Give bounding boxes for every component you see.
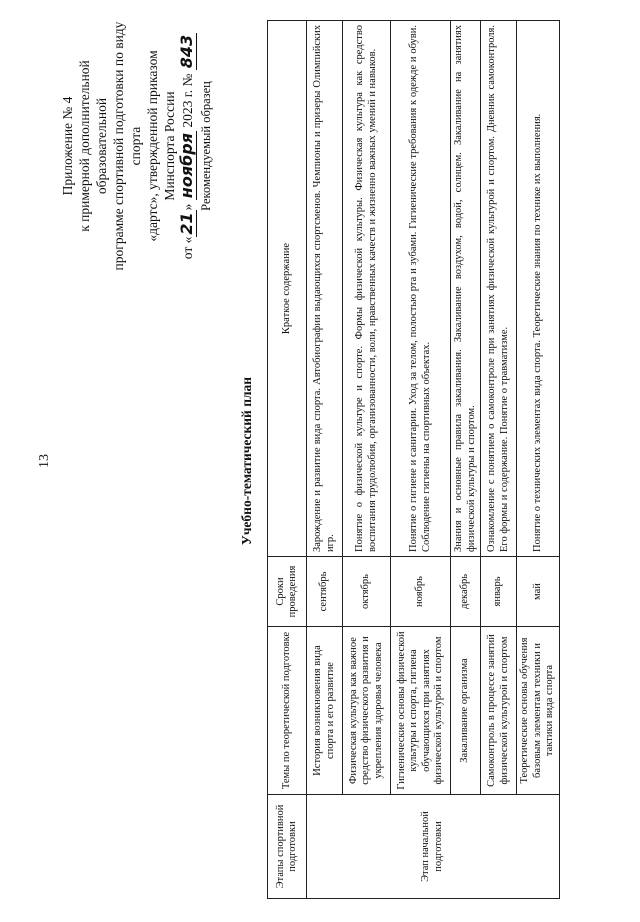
topic-cell: Теоретические основы обучения базовым элементам техники и тактики вида спорта bbox=[517, 627, 560, 795]
recommended-sample: Рекомендуемый образец bbox=[199, 81, 213, 211]
term-cell: октябрь bbox=[343, 557, 391, 627]
annex-line: Приложение № 4 bbox=[60, 96, 75, 196]
header-topic: Темы по теоретической подготовке bbox=[268, 627, 307, 795]
table-row bbox=[481, 21, 517, 899]
content-cell: Зарождение и развитие вида спорта. Автобиографии выдающихся спортсменов. Чемпионы и призеры Олимпийских игр. bbox=[307, 21, 343, 557]
content-cell: Понятие о гигиене и санитарии. Уход за телом, полостью рта и зубами. Гигиенические требования к одежде и обуви. Соблюдение гигиены на спортивных объектах. bbox=[391, 21, 451, 557]
date-month: ноября bbox=[177, 132, 196, 199]
term-cell: январь bbox=[481, 557, 517, 627]
annex-header bbox=[59, 21, 196, 271]
rotated-content bbox=[9, 11, 631, 911]
date-prefix: от « bbox=[180, 236, 195, 260]
date-day: 21 bbox=[177, 212, 196, 235]
table-header-row bbox=[268, 21, 307, 899]
table-row bbox=[391, 21, 451, 899]
table-row bbox=[451, 21, 481, 899]
topic-cell: Физическая культура как важное средство физического развития и укрепления здоровья человека bbox=[343, 627, 391, 795]
plan-title: Учебно-тематический план bbox=[239, 376, 254, 546]
stage-cell: Этап начальной подготовки bbox=[307, 795, 560, 899]
table-row bbox=[517, 21, 560, 899]
date-year: 2023 г. № bbox=[180, 70, 195, 131]
annex-line: Минспорта России bbox=[162, 91, 177, 201]
date-mid: » bbox=[180, 200, 195, 211]
term-cell: декабрь bbox=[451, 557, 481, 627]
topic-cell: Самоконтроль в процессе занятий физической культурой и спортом bbox=[481, 627, 517, 795]
term-cell: май bbox=[517, 557, 560, 627]
content-cell: Понятие о физической культуре и спорте. Формы физической культуры. Физическая культура как средство воспитания трудолюбия, организованности, воли, нравственных качеств и жизненно важных умений и навыков. bbox=[343, 21, 391, 557]
topic-cell: История возникновения вида спорта и его развитие bbox=[307, 627, 343, 795]
content-cell: Ознакомление с понятием о самоконтроле при занятиях физической культурой и спортом. Дневник самоконтроля. Его формы и содержание. Понятие о травматизме. bbox=[481, 21, 517, 557]
annex-line: к примерной дополнительной образовательной bbox=[77, 60, 109, 232]
table-row bbox=[343, 21, 391, 899]
topic-cell: Гигиенические основы физической культуры и спорта, гигиена обучающихся при занятиях физической культурой и спортом bbox=[391, 627, 451, 795]
annex-line: программе спортивной подготовки по виду спорта bbox=[111, 21, 143, 271]
term-cell: ноябрь bbox=[391, 557, 451, 627]
page-number: 13 bbox=[37, 454, 52, 468]
annex-line: «дартс», утвержденной приказом bbox=[145, 50, 160, 242]
topic-cell: Закаливание организма bbox=[451, 627, 481, 795]
term-cell: сентябрь bbox=[307, 557, 343, 627]
annex-date-line bbox=[178, 21, 196, 271]
content-cell: Понятие о технических элементах вида спорта. Теоретические знания по технике их выполнения. bbox=[517, 21, 560, 557]
table-row bbox=[307, 21, 343, 899]
header-term: Сроки проведения bbox=[268, 557, 307, 627]
header-stage: Этапы спортивной подготовки bbox=[268, 795, 307, 899]
plan-table bbox=[267, 20, 560, 899]
content-cell: Знания и основные правила закаливания. Закаливание воздухом, водой, солнцем. Закаливание на занятиях физической культуры и спортом. bbox=[451, 21, 481, 557]
header-content: Краткое содержание bbox=[268, 21, 307, 557]
order-number: 843 bbox=[177, 34, 196, 69]
